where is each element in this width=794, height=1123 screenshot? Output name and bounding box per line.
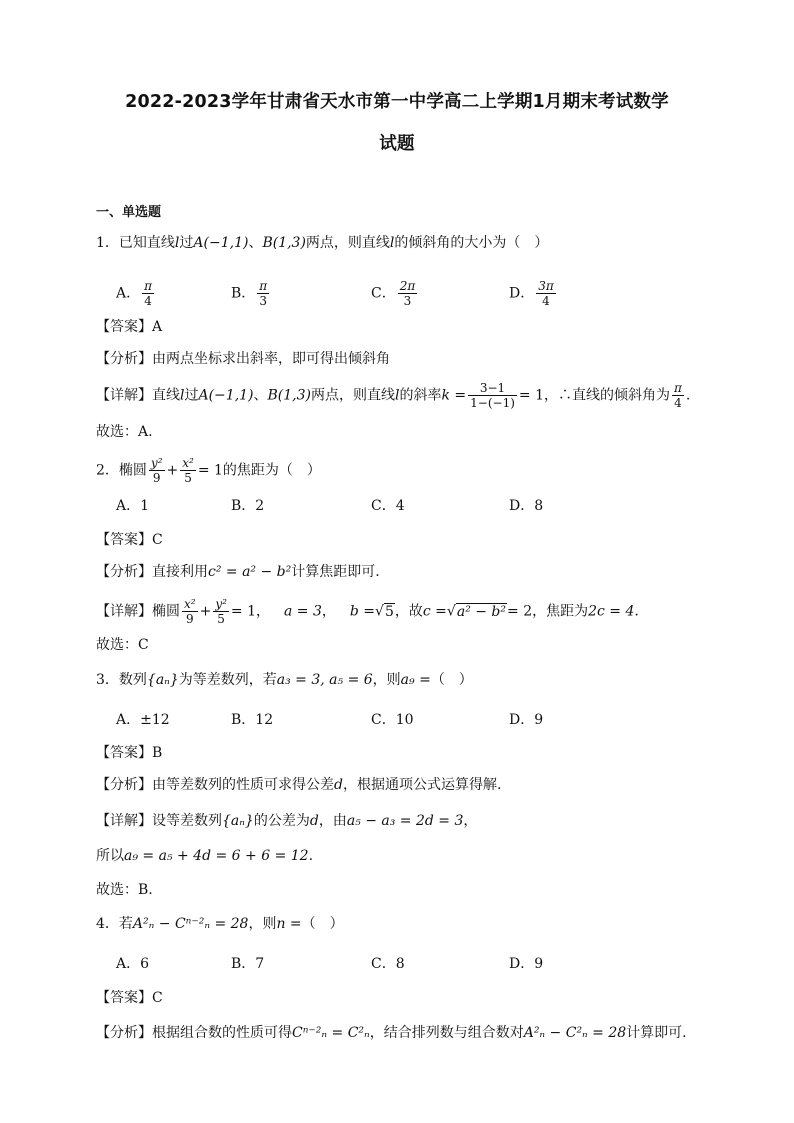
q1-detail: 【详解】直线l过A(−1,1)、B(1,3)两点，则直线l的斜率k = $\frac{3-1}{1-(-1)}$ = 1，∴直线的倾斜角为 $\frac{\pi}{4}$ . [96,381,691,410]
q4-answer: 【答案】C [96,990,163,1006]
q3-option-c: C．10 [371,712,414,728]
q1-option-a: A． $\frac{\pi}{4}$ [116,279,153,308]
q1-choose: 故选：A. [96,424,153,440]
q2-option-a: A．1 [116,498,150,514]
q2-option-b: B．2 [231,498,265,514]
q3-detail-line2: 所以a₉ = a₅ + 4d = 6 + 6 = 12. [96,848,314,864]
q2-detail: 【详解】椭圆 $\frac{\text{x²}}{9}$ + $\frac{\text{y²}}{5}$ = 1， a = 3， b =√5，故c =√a² − b²= 2，焦距为2c = 4. [96,597,639,626]
q2-answer: 【答案】C [96,532,163,548]
doc-title-line1: 2022-2023学年甘肃省天水市第一中学高二上学期1月期末考试数学 [125,92,669,112]
q4-option-b: B．7 [231,956,265,972]
q4-stem: 4．若A²ₙ − Cⁿ⁻²ₙ = 28，则n =（ ） [96,916,344,932]
q1-option-c: C． $\frac{2\pi}{3}$ [371,279,416,308]
q1-analysis: 【分析】由两点坐标求出斜率，即可得出倾斜角 [96,351,390,367]
q3-answer: 【答案】B [96,745,163,761]
q3-analysis: 【分析】由等差数列的性质可求得公差d，根据通项公式运算得解. [96,777,502,793]
q1-option-b: B． $\frac{\pi}{3}$ [231,279,268,308]
doc-title-line2: 试题 [379,134,415,154]
q2-option-c: C．4 [371,498,405,514]
q3-option-b: B．12 [231,712,274,728]
q2-choose: 故选：C [96,637,149,653]
section-heading: 一、单选题 [96,205,162,220]
q2-stem: 2．椭圆 $\frac{\text{y²}}{9}$ + $\frac{\text{x²}}{5}$ = 1的焦距为（ ） [96,456,321,485]
q4-option-a: A．6 [116,956,150,972]
q4-analysis: 【分析】根据组合数的性质可得Cⁿ⁻²ₙ = C²ₙ，结合排列数与组合数对A²ₙ − C²ₙ = 28计算即可. [96,1025,687,1041]
q1-option-d: D． $\frac{3\pi}{4}$ [509,279,554,308]
q3-choose: 故选：B. [96,882,153,898]
q3-option-a: A．±12 [116,712,170,728]
q1-stem: 1．已知直线l过A(−1,1)、B(1,3)两点，则直线l的倾斜角的大小为（ ） [96,235,549,251]
q3-stem: 3．数列{aₙ}为等差数列，若a₃ = 3, a₅ = 6，则a₉ =（ ） [96,672,473,688]
q4-option-c: C．8 [371,956,405,972]
q3-option-d: D．9 [509,712,544,728]
q2-option-d: D．8 [509,498,544,514]
q1-answer: 【答案】A [96,319,163,335]
q3-detail: 【详解】设等差数列{aₙ}的公差为d，由a₅ − a₃ = 2d = 3， [96,813,478,829]
q2-analysis: 【分析】直接利用c² = a² − b²计算焦距即可. [96,564,380,580]
q4-option-d: D．9 [509,956,544,972]
